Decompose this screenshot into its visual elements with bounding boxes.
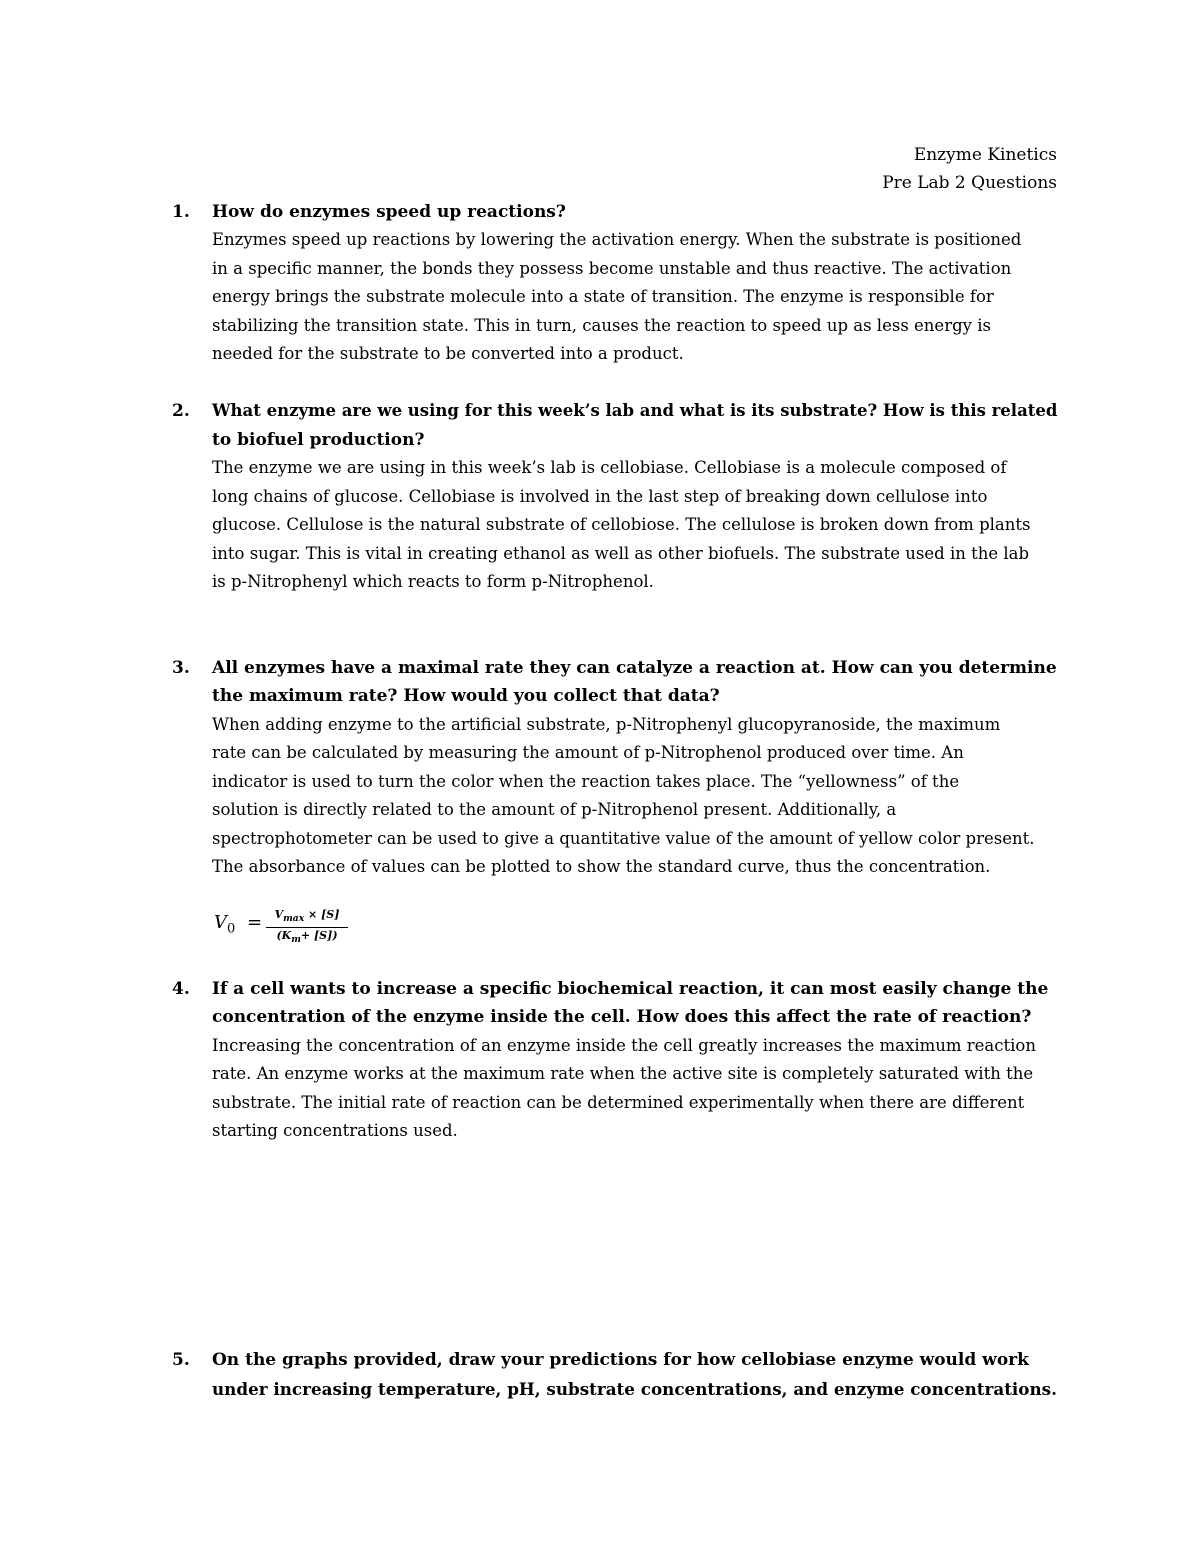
- question-1-number: 1.: [172, 202, 190, 222]
- formula-lhs-subscript: 0: [227, 921, 236, 937]
- question-2-answer-line: long chains of glucose. Cellobiase is involved in the last step of breaking down cellulose into: [212, 487, 988, 506]
- formula-fraction: [266, 908, 348, 947]
- question-3-number: 3.: [172, 658, 190, 678]
- question-3-title: All enzymes have a maximal rate they can catalyze a reaction at. How can you determine: [212, 658, 1057, 678]
- question-3-answer-line: indicator is used to turn the color when the reaction takes place. The “yellowness” of the: [212, 772, 960, 791]
- question-1-answer-line: stabilizing the transition state. This in turn, causes the reaction to speed up as less energy is: [212, 316, 991, 335]
- question-5-title: under increasing temperature, pH, substrate concentrations, and enzyme concentrations.: [212, 1379, 1057, 1399]
- question-3-answer-line: spectrophotometer can be used to give a quantitative value of the amount of yellow color present.: [212, 829, 1035, 848]
- question-5-title: On the graphs provided, draw your predictions for how cellobiase enzyme would work: [212, 1350, 1029, 1370]
- formula-equals: =: [247, 912, 263, 933]
- formula-fraction-bar: [266, 927, 348, 928]
- question-1-answer-line: Enzymes speed up reactions by lowering the activation energy. When the substrate is positioned: [212, 230, 1022, 249]
- formula-numerator-symbol: V: [274, 908, 284, 921]
- question-4-number: 4.: [172, 979, 190, 999]
- question-3-title: the maximum rate? How would you collect that data?: [212, 686, 720, 706]
- question-4-title: concentration of the enzyme inside the cell. How does this affect the rate of reaction?: [212, 1007, 1032, 1027]
- question-1-answer-line: in a specific manner, the bonds they possess become unstable and thus reactive. The activation: [212, 259, 1012, 278]
- document-title: Enzyme Kinetics: [913, 145, 1057, 165]
- question-5-number: 5.: [172, 1350, 190, 1370]
- question-3-answer-line: rate can be calculated by measuring the amount of p-Nitrophenol produced over time. An: [212, 743, 964, 762]
- formula-denominator: [266, 929, 348, 947]
- formula-lhs-symbol: V: [214, 912, 227, 933]
- question-2-title: to biofuel production?: [212, 430, 425, 450]
- formula-lhs: [214, 912, 235, 937]
- question-3-answer-line: The absorbance of values can be plotted to show the standard curve, thus the concentration.: [212, 857, 991, 876]
- question-4-answer-line: starting concentrations used.: [212, 1121, 458, 1140]
- question-3-answer-line: When adding enzyme to the artificial substrate, p-Nitrophenyl glucopyranoside, the maximum: [212, 715, 1001, 734]
- question-3-answer-line: solution is directly related to the amount of p-Nitrophenol present. Additionally, a: [212, 800, 897, 819]
- question-1-answer-line: energy brings the substrate molecule into a state of transition. The enzyme is responsible for: [212, 287, 994, 306]
- question-2-answer-line: glucose. Cellulose is the natural substrate of cellobiose. The cellulose is broken down from plants: [212, 515, 1031, 534]
- question-2-number: 2.: [172, 401, 190, 421]
- question-1-title: How do enzymes speed up reactions?: [212, 202, 566, 222]
- question-4-answer-line: Increasing the concentration of an enzyme inside the cell greatly increases the maximum reaction: [212, 1036, 1036, 1055]
- question-4-answer-line: rate. An enzyme works at the maximum rate when the active site is completely saturated with the: [212, 1064, 1034, 1083]
- question-1-answer-line: needed for the substrate to be converted into a product.: [212, 344, 684, 363]
- question-4-answer-line: substrate. The initial rate of reaction can be determined experimentally when there are different: [212, 1093, 1025, 1112]
- formula-numerator-subscript: max: [283, 913, 305, 925]
- formula-numerator-rest: × [S]: [304, 908, 340, 921]
- formula-denominator-symbol: (K: [276, 929, 292, 943]
- question-2-answer-line: into sugar. This is vital in creating ethanol as well as other biofuels. The substrate used in the lab: [212, 544, 1030, 563]
- formula-denominator-rest: + [S]): [300, 929, 338, 943]
- question-2-answer-line: is p-Nitrophenyl which reacts to form p-Nitrophenol.: [212, 572, 654, 591]
- question-4-title: If a cell wants to increase a specific biochemical reaction, it can most easily change the: [212, 979, 1049, 999]
- formula-denominator-subscript: m: [291, 934, 301, 946]
- question-2-answer-line: The enzyme we are using in this week’s lab is cellobiase. Cellobiase is a molecule composed of: [212, 458, 1007, 477]
- document-subtitle: Pre Lab 2 Questions: [882, 173, 1057, 193]
- formula-numerator: [266, 908, 348, 926]
- question-2-title: What enzyme are we using for this week’s lab and what is its substrate? How is this related: [212, 401, 1058, 420]
